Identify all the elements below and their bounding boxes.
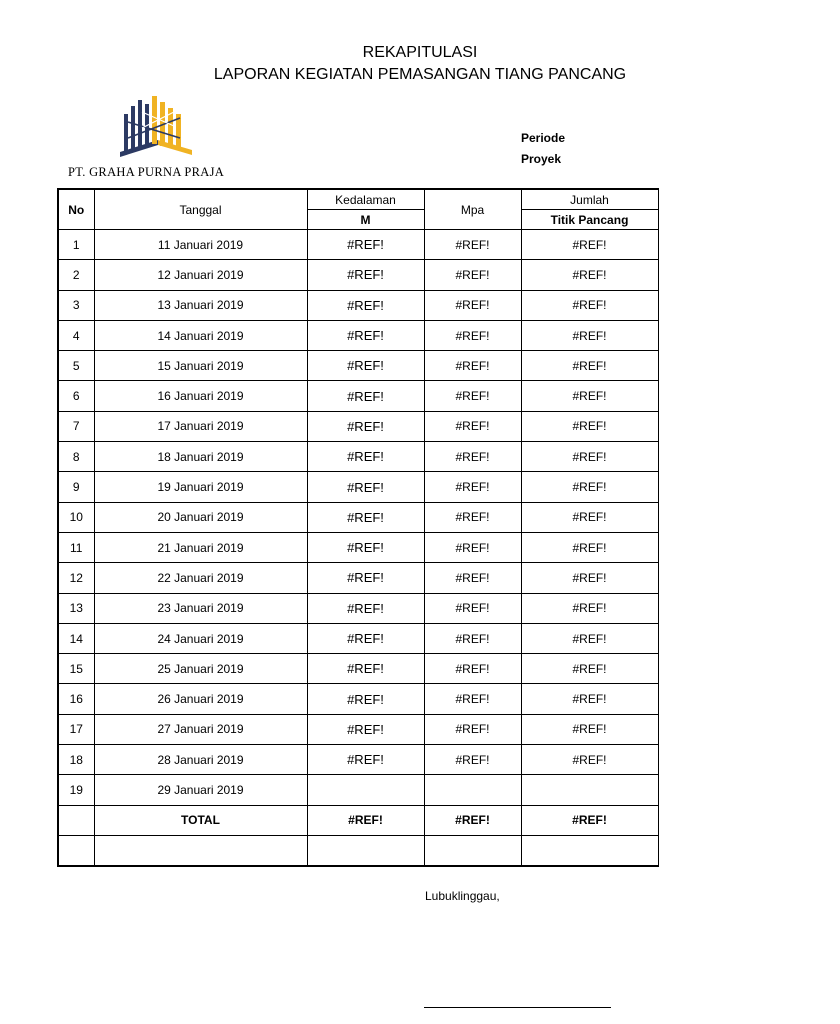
- row-kedalaman: #REF!: [307, 351, 424, 381]
- row-tanggal: 11 Januari 2019: [94, 230, 307, 260]
- row-kedalaman: #REF!: [307, 684, 424, 714]
- row-no: 11: [58, 532, 94, 562]
- row-jumlah: [521, 775, 658, 805]
- row-jumlah: #REF!: [521, 563, 658, 593]
- row-mpa: [424, 775, 521, 805]
- row-kedalaman: #REF!: [307, 593, 424, 623]
- row-kedalaman: #REF!: [307, 745, 424, 775]
- table-row: [58, 290, 658, 320]
- row-no: 17: [58, 714, 94, 744]
- total-kedalaman: #REF!: [307, 805, 424, 835]
- total-mpa: #REF!: [424, 805, 521, 835]
- row-jumlah: #REF!: [521, 411, 658, 441]
- row-jumlah: #REF!: [521, 684, 658, 714]
- row-kedalaman: #REF!: [307, 563, 424, 593]
- row-kedalaman: #REF!: [307, 260, 424, 290]
- row-kedalaman: #REF!: [307, 320, 424, 350]
- row-mpa: #REF!: [424, 563, 521, 593]
- header-jumlah: Jumlah: [521, 189, 658, 210]
- table-row: [58, 563, 658, 593]
- table-row: [58, 442, 658, 472]
- row-kedalaman: [307, 775, 424, 805]
- row-no: 18: [58, 745, 94, 775]
- row-no: 5: [58, 351, 94, 381]
- row-tanggal: 17 Januari 2019: [94, 411, 307, 441]
- row-kedalaman: #REF!: [307, 290, 424, 320]
- building-logo-icon: [118, 92, 194, 164]
- row-no: 13: [58, 593, 94, 623]
- row-tanggal: 26 Januari 2019: [94, 684, 307, 714]
- row-kedalaman: #REF!: [307, 502, 424, 532]
- row-kedalaman: #REF!: [307, 411, 424, 441]
- row-tanggal: 27 Januari 2019: [94, 714, 307, 744]
- row-kedalaman: #REF!: [307, 714, 424, 744]
- row-no: 3: [58, 290, 94, 320]
- company-logo: [62, 92, 238, 184]
- row-mpa: #REF!: [424, 260, 521, 290]
- row-jumlah: #REF!: [521, 472, 658, 502]
- row-no: 2: [58, 260, 94, 290]
- total-label: TOTAL: [94, 805, 307, 835]
- header-titik-pancang: Titik Pancang: [521, 210, 658, 230]
- row-mpa: #REF!: [424, 472, 521, 502]
- row-mpa: #REF!: [424, 411, 521, 441]
- table-row: [58, 260, 658, 290]
- row-jumlah: #REF!: [521, 442, 658, 472]
- row-jumlah: #REF!: [521, 714, 658, 744]
- row-mpa: #REF!: [424, 714, 521, 744]
- row-jumlah: #REF!: [521, 260, 658, 290]
- row-mpa: #REF!: [424, 593, 521, 623]
- table-row: [58, 593, 658, 623]
- row-mpa: #REF!: [424, 320, 521, 350]
- table-row: [58, 381, 658, 411]
- periode-label: Periode: [521, 131, 566, 145]
- row-mpa: #REF!: [424, 230, 521, 260]
- row-jumlah: #REF!: [521, 654, 658, 684]
- table-header-row: [58, 189, 658, 210]
- row-tanggal: 21 Januari 2019: [94, 532, 307, 562]
- row-tanggal: 20 Januari 2019: [94, 502, 307, 532]
- table-row: [58, 230, 658, 260]
- row-no: 6: [58, 381, 94, 411]
- recap-table: [57, 188, 659, 867]
- company-name: PT. GRAHA PURNA PRAJA: [68, 165, 225, 179]
- row-kedalaman: #REF!: [307, 230, 424, 260]
- empty-row: [58, 835, 658, 866]
- row-tanggal: 19 Januari 2019: [94, 472, 307, 502]
- row-kedalaman: #REF!: [307, 442, 424, 472]
- row-tanggal: 29 Januari 2019: [94, 775, 307, 805]
- report-title: REKAPITULASI: [362, 44, 478, 61]
- row-jumlah: #REF!: [521, 502, 658, 532]
- table-row: [58, 320, 658, 350]
- row-jumlah: #REF!: [521, 381, 658, 411]
- header-no: No: [58, 189, 94, 230]
- table-row: [58, 684, 658, 714]
- report-subtitle: LAPORAN KEGIATAN PEMASANGAN TIANG PANCANG: [213, 66, 627, 83]
- row-tanggal: 16 Januari 2019: [94, 381, 307, 411]
- row-jumlah: #REF!: [521, 351, 658, 381]
- row-tanggal: 12 Januari 2019: [94, 260, 307, 290]
- row-mpa: #REF!: [424, 290, 521, 320]
- row-no: 8: [58, 442, 94, 472]
- row-tanggal: 23 Januari 2019: [94, 593, 307, 623]
- row-tanggal: 15 Januari 2019: [94, 351, 307, 381]
- signature-line: [424, 1007, 611, 1008]
- row-mpa: #REF!: [424, 381, 521, 411]
- table-row: [58, 654, 658, 684]
- signature-place: Lubuklinggau,: [425, 889, 500, 903]
- table-row: [58, 623, 658, 653]
- header-kedalaman: Kedalaman: [307, 189, 424, 210]
- row-mpa: #REF!: [424, 654, 521, 684]
- table-row: [58, 532, 658, 562]
- row-kedalaman: #REF!: [307, 654, 424, 684]
- header-kedalaman-unit: M: [307, 210, 424, 230]
- total-jumlah: #REF!: [521, 805, 658, 835]
- header-mpa: Mpa: [424, 189, 521, 230]
- row-no: 14: [58, 623, 94, 653]
- row-tanggal: 24 Januari 2019: [94, 623, 307, 653]
- row-jumlah: #REF!: [521, 745, 658, 775]
- row-jumlah: #REF!: [521, 593, 658, 623]
- row-mpa: #REF!: [424, 532, 521, 562]
- row-kedalaman: #REF!: [307, 381, 424, 411]
- row-mpa: #REF!: [424, 745, 521, 775]
- table-row: [58, 351, 658, 381]
- row-jumlah: #REF!: [521, 230, 658, 260]
- row-mpa: #REF!: [424, 684, 521, 714]
- table-row: [58, 411, 658, 441]
- table-row: [58, 775, 658, 805]
- proyek-label: Proyek: [521, 152, 562, 166]
- row-no: 9: [58, 472, 94, 502]
- row-jumlah: #REF!: [521, 623, 658, 653]
- header-tanggal: Tanggal: [94, 189, 307, 230]
- table-body: [58, 230, 658, 806]
- row-no: 19: [58, 775, 94, 805]
- row-kedalaman: #REF!: [307, 623, 424, 653]
- row-no: 1: [58, 230, 94, 260]
- row-mpa: #REF!: [424, 623, 521, 653]
- row-mpa: #REF!: [424, 442, 521, 472]
- row-tanggal: 22 Januari 2019: [94, 563, 307, 593]
- total-row: [58, 805, 658, 835]
- row-tanggal: 18 Januari 2019: [94, 442, 307, 472]
- row-mpa: #REF!: [424, 351, 521, 381]
- row-jumlah: #REF!: [521, 290, 658, 320]
- table-row: [58, 472, 658, 502]
- row-no: 7: [58, 411, 94, 441]
- row-tanggal: 25 Januari 2019: [94, 654, 307, 684]
- row-no: 12: [58, 563, 94, 593]
- table-row: [58, 745, 658, 775]
- row-kedalaman: #REF!: [307, 472, 424, 502]
- table-row: [58, 714, 658, 744]
- row-jumlah: #REF!: [521, 532, 658, 562]
- row-no: 4: [58, 320, 94, 350]
- row-mpa: #REF!: [424, 502, 521, 532]
- row-no: 16: [58, 684, 94, 714]
- row-tanggal: 13 Januari 2019: [94, 290, 307, 320]
- row-jumlah: #REF!: [521, 320, 658, 350]
- row-tanggal: 28 Januari 2019: [94, 745, 307, 775]
- row-no: 10: [58, 502, 94, 532]
- row-kedalaman: #REF!: [307, 532, 424, 562]
- table-row: [58, 502, 658, 532]
- row-tanggal: 14 Januari 2019: [94, 320, 307, 350]
- row-no: 15: [58, 654, 94, 684]
